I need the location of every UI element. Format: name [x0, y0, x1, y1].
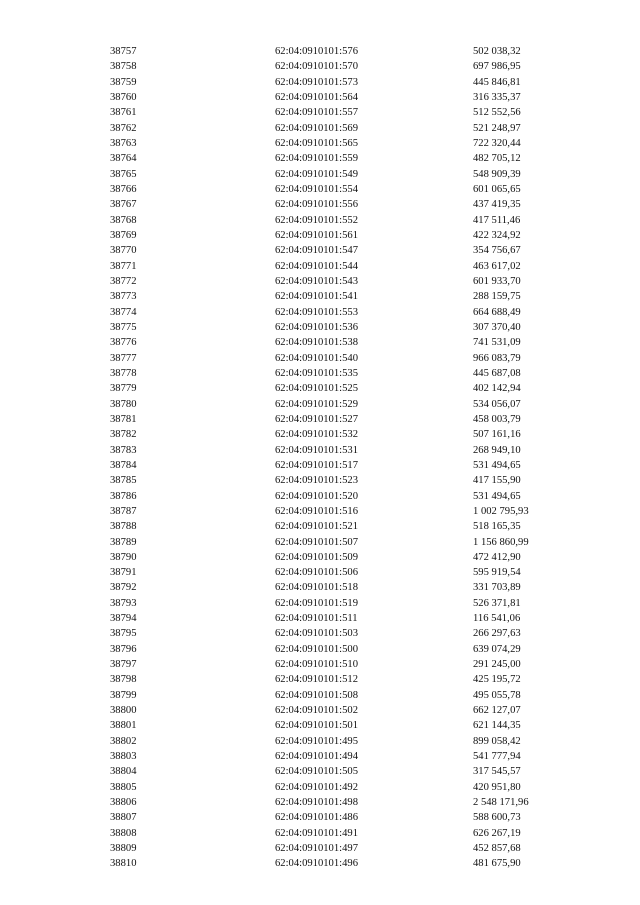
cadastral-value: 116 541,06 [473, 613, 521, 625]
cadastral-number: 62:04:0910101:503 [275, 628, 358, 640]
table-row [110, 443, 570, 458]
row-number: 38766 [110, 183, 137, 195]
table-row [110, 197, 570, 212]
cadastral-number: 62:04:0910101:508 [275, 689, 358, 701]
cadastral-value: 472 412,90 [473, 551, 521, 563]
table-row [110, 672, 570, 687]
cadastral-value-table [110, 44, 570, 872]
row-number: 38795 [110, 628, 137, 640]
cadastral-value: 463 617,02 [473, 260, 521, 272]
cadastral-value: 445 687,08 [473, 367, 521, 379]
table-row [110, 59, 570, 74]
table-row [110, 749, 570, 764]
row-number: 38758 [110, 61, 137, 73]
row-number: 38768 [110, 214, 137, 226]
row-number: 38778 [110, 367, 137, 379]
table-row [110, 688, 570, 703]
table-row [110, 427, 570, 442]
row-number: 38782 [110, 429, 137, 441]
table-row [110, 626, 570, 641]
table-row [110, 642, 570, 657]
table-row [110, 795, 570, 810]
table-row [110, 228, 570, 243]
cadastral-value: 534 056,07 [473, 398, 521, 410]
row-number: 38803 [110, 751, 137, 763]
table-row [110, 335, 570, 350]
cadastral-number: 62:04:0910101:523 [275, 475, 358, 487]
row-number: 38759 [110, 76, 137, 88]
cadastral-value: 481 675,90 [473, 858, 521, 870]
cadastral-value: 452 857,68 [473, 843, 521, 855]
row-number: 38764 [110, 153, 137, 165]
cadastral-number: 62:04:0910101:561 [275, 229, 358, 241]
row-number: 38784 [110, 459, 137, 471]
cadastral-value: 417 511,46 [473, 214, 521, 226]
table-row [110, 611, 570, 626]
cadastral-value: 722 320,44 [473, 137, 521, 149]
table-row [110, 473, 570, 488]
row-number: 38761 [110, 107, 137, 119]
table-row [110, 213, 570, 228]
cadastral-number: 62:04:0910101:573 [275, 76, 358, 88]
cadastral-number: 62:04:0910101:505 [275, 766, 358, 778]
cadastral-number: 62:04:0910101:506 [275, 567, 358, 579]
table-row [110, 565, 570, 580]
table-row [110, 826, 570, 841]
cadastral-value: 601 065,65 [473, 183, 521, 195]
row-number: 38765 [110, 168, 137, 180]
cadastral-value: 331 703,89 [473, 582, 521, 594]
cadastral-value: 664 688,49 [473, 306, 521, 318]
cadastral-number: 62:04:0910101:502 [275, 705, 358, 717]
cadastral-number: 62:04:0910101:544 [275, 260, 358, 272]
cadastral-number: 62:04:0910101:576 [275, 46, 358, 57]
cadastral-number: 62:04:0910101:556 [275, 199, 358, 211]
cadastral-value: 1 002 795,93 [473, 505, 529, 517]
table-row [110, 412, 570, 427]
cadastral-value: 531 494,65 [473, 459, 521, 471]
cadastral-value: 417 155,90 [473, 475, 521, 487]
row-number: 38787 [110, 505, 137, 517]
table-row [110, 182, 570, 197]
cadastral-value: 502 038,32 [473, 46, 521, 57]
cadastral-number: 62:04:0910101:495 [275, 735, 358, 747]
cadastral-value: 317 545,57 [473, 766, 521, 778]
table-row [110, 274, 570, 289]
cadastral-value: 741 531,09 [473, 337, 521, 349]
table-row [110, 44, 570, 59]
cadastral-number: 62:04:0910101:497 [275, 843, 358, 855]
cadastral-number: 62:04:0910101:565 [275, 137, 358, 149]
cadastral-value: 595 919,54 [473, 567, 521, 579]
table-row [110, 259, 570, 274]
cadastral-value: 548 909,39 [473, 168, 521, 180]
row-number: 38757 [110, 46, 137, 57]
table-row [110, 320, 570, 335]
cadastral-number: 62:04:0910101:520 [275, 490, 358, 502]
row-number: 38794 [110, 613, 137, 625]
row-number: 38762 [110, 122, 137, 134]
table-row [110, 397, 570, 412]
row-number: 38797 [110, 659, 137, 671]
cadastral-value: 445 846,81 [473, 76, 521, 88]
row-number: 38808 [110, 827, 137, 839]
table-row [110, 718, 570, 733]
cadastral-number: 62:04:0910101:557 [275, 107, 358, 119]
cadastral-number: 62:04:0910101:532 [275, 429, 358, 441]
cadastral-number: 62:04:0910101:494 [275, 751, 358, 763]
row-number: 38770 [110, 245, 137, 257]
cadastral-number: 62:04:0910101:529 [275, 398, 358, 410]
table-row [110, 351, 570, 366]
cadastral-number: 62:04:0910101:569 [275, 122, 358, 134]
cadastral-number: 62:04:0910101:510 [275, 659, 358, 671]
cadastral-value: 437 419,35 [473, 199, 521, 211]
row-number: 38781 [110, 413, 137, 425]
table-row [110, 121, 570, 136]
row-number: 38809 [110, 843, 137, 855]
table-row [110, 381, 570, 396]
cadastral-number: 62:04:0910101:570 [275, 61, 358, 73]
row-number: 38800 [110, 705, 137, 717]
cadastral-number: 62:04:0910101:559 [275, 153, 358, 165]
cadastral-value: 316 335,37 [473, 91, 521, 103]
row-number: 38776 [110, 337, 137, 349]
row-number: 38772 [110, 275, 137, 287]
table-row [110, 535, 570, 550]
cadastral-value: 1 156 860,99 [473, 536, 529, 548]
cadastral-number: 62:04:0910101:500 [275, 643, 358, 655]
cadastral-value: 482 705,12 [473, 153, 521, 165]
cadastral-value: 402 142,94 [473, 383, 521, 395]
cadastral-number: 62:04:0910101:553 [275, 306, 358, 318]
row-number: 38793 [110, 597, 137, 609]
row-number: 38779 [110, 383, 137, 395]
table-row [110, 105, 570, 120]
cadastral-value: 588 600,73 [473, 812, 521, 824]
row-number: 38806 [110, 797, 137, 809]
cadastral-number: 62:04:0910101:486 [275, 812, 358, 824]
cadastral-number: 62:04:0910101:543 [275, 275, 358, 287]
cadastral-number: 62:04:0910101:564 [275, 91, 358, 103]
row-number: 38789 [110, 536, 137, 548]
cadastral-number: 62:04:0910101:498 [275, 797, 358, 809]
table-row [110, 657, 570, 672]
cadastral-number: 62:04:0910101:509 [275, 551, 358, 563]
row-number: 38790 [110, 551, 137, 563]
cadastral-number: 62:04:0910101:538 [275, 337, 358, 349]
row-number: 38796 [110, 643, 137, 655]
cadastral-number: 62:04:0910101:512 [275, 674, 358, 686]
row-number: 38767 [110, 199, 137, 211]
cadastral-number: 62:04:0910101:501 [275, 720, 358, 732]
row-number: 38791 [110, 567, 137, 579]
table-row [110, 703, 570, 718]
cadastral-value: 521 248,97 [473, 122, 521, 134]
table-row [110, 75, 570, 90]
cadastral-number: 62:04:0910101:492 [275, 781, 358, 793]
cadastral-number: 62:04:0910101:507 [275, 536, 358, 548]
cadastral-value: 495 055,78 [473, 689, 521, 701]
table-row [110, 167, 570, 182]
cadastral-number: 62:04:0910101:527 [275, 413, 358, 425]
cadastral-number: 62:04:0910101:525 [275, 383, 358, 395]
cadastral-number: 62:04:0910101:517 [275, 459, 358, 471]
row-number: 38805 [110, 781, 137, 793]
table-row [110, 504, 570, 519]
cadastral-number: 62:04:0910101:531 [275, 444, 358, 456]
table-row [110, 580, 570, 595]
table-row [110, 596, 570, 611]
cadastral-value: 354 756,67 [473, 245, 521, 257]
row-number: 38760 [110, 91, 137, 103]
cadastral-number: 62:04:0910101:511 [275, 613, 358, 625]
cadastral-number: 62:04:0910101:521 [275, 521, 358, 533]
row-number: 38769 [110, 229, 137, 241]
cadastral-value: 458 003,79 [473, 413, 521, 425]
row-number: 38775 [110, 321, 137, 333]
cadastral-number: 62:04:0910101:519 [275, 597, 358, 609]
table-row [110, 136, 570, 151]
cadastral-number: 62:04:0910101:552 [275, 214, 358, 226]
table-row [110, 780, 570, 795]
cadastral-value: 422 324,92 [473, 229, 521, 241]
cadastral-number: 62:04:0910101:540 [275, 352, 358, 364]
cadastral-value: 425 195,72 [473, 674, 521, 686]
row-number: 38802 [110, 735, 137, 747]
cadastral-value: 531 494,65 [473, 490, 521, 502]
row-number: 38801 [110, 720, 137, 732]
row-number: 38783 [110, 444, 137, 456]
cadastral-value: 518 165,35 [473, 521, 521, 533]
table-row [110, 243, 570, 258]
cadastral-number: 62:04:0910101:549 [275, 168, 358, 180]
table-row [110, 366, 570, 381]
cadastral-value: 307 370,40 [473, 321, 521, 333]
cadastral-value: 626 267,19 [473, 827, 521, 839]
cadastral-value: 541 777,94 [473, 751, 521, 763]
row-number: 38777 [110, 352, 137, 364]
cadastral-value: 697 986,95 [473, 61, 521, 73]
table-row [110, 305, 570, 320]
table-row [110, 90, 570, 105]
cadastral-value: 2 548 171,96 [473, 797, 529, 809]
row-number: 38774 [110, 306, 137, 318]
cadastral-value: 899 058,42 [473, 735, 521, 747]
cadastral-value: 291 245,00 [473, 659, 521, 671]
row-number: 38799 [110, 689, 137, 701]
cadastral-number: 62:04:0910101:518 [275, 582, 358, 594]
row-number: 38786 [110, 490, 137, 502]
row-number: 38810 [110, 858, 137, 870]
table-row [110, 734, 570, 749]
cadastral-value: 420 951,80 [473, 781, 521, 793]
cadastral-number: 62:04:0910101:516 [275, 505, 358, 517]
row-number: 38785 [110, 475, 137, 487]
cadastral-value: 266 297,63 [473, 628, 521, 640]
cadastral-value: 621 144,35 [473, 720, 521, 732]
cadastral-value: 512 552,56 [473, 107, 521, 119]
cadastral-number: 62:04:0910101:491 [275, 827, 358, 839]
table-row [110, 856, 570, 871]
row-number: 38780 [110, 398, 137, 410]
cadastral-value: 526 371,81 [473, 597, 521, 609]
table-row [110, 810, 570, 825]
cadastral-number: 62:04:0910101:554 [275, 183, 358, 195]
row-number: 38771 [110, 260, 137, 272]
table-row [110, 519, 570, 534]
table-row [110, 489, 570, 504]
table-row [110, 151, 570, 166]
cadastral-number: 62:04:0910101:535 [275, 367, 358, 379]
cadastral-value: 662 127,07 [473, 705, 521, 717]
cadastral-value: 601 933,70 [473, 275, 521, 287]
table-row [110, 458, 570, 473]
cadastral-value: 288 159,75 [473, 291, 521, 303]
cadastral-number: 62:04:0910101:536 [275, 321, 358, 333]
table-row [110, 550, 570, 565]
row-number: 38763 [110, 137, 137, 149]
row-number: 38798 [110, 674, 137, 686]
row-number: 38773 [110, 291, 137, 303]
table-row [110, 841, 570, 856]
cadastral-value: 966 083,79 [473, 352, 521, 364]
row-number: 38807 [110, 812, 137, 824]
cadastral-value: 639 074,29 [473, 643, 521, 655]
row-number: 38804 [110, 766, 137, 778]
table-row [110, 289, 570, 304]
cadastral-value: 507 161,16 [473, 429, 521, 441]
cadastral-number: 62:04:0910101:541 [275, 291, 358, 303]
cadastral-value: 268 949,10 [473, 444, 521, 456]
cadastral-number: 62:04:0910101:496 [275, 858, 358, 870]
row-number: 38792 [110, 582, 137, 594]
table-row [110, 764, 570, 779]
row-number: 38788 [110, 521, 137, 533]
cadastral-number: 62:04:0910101:547 [275, 245, 358, 257]
